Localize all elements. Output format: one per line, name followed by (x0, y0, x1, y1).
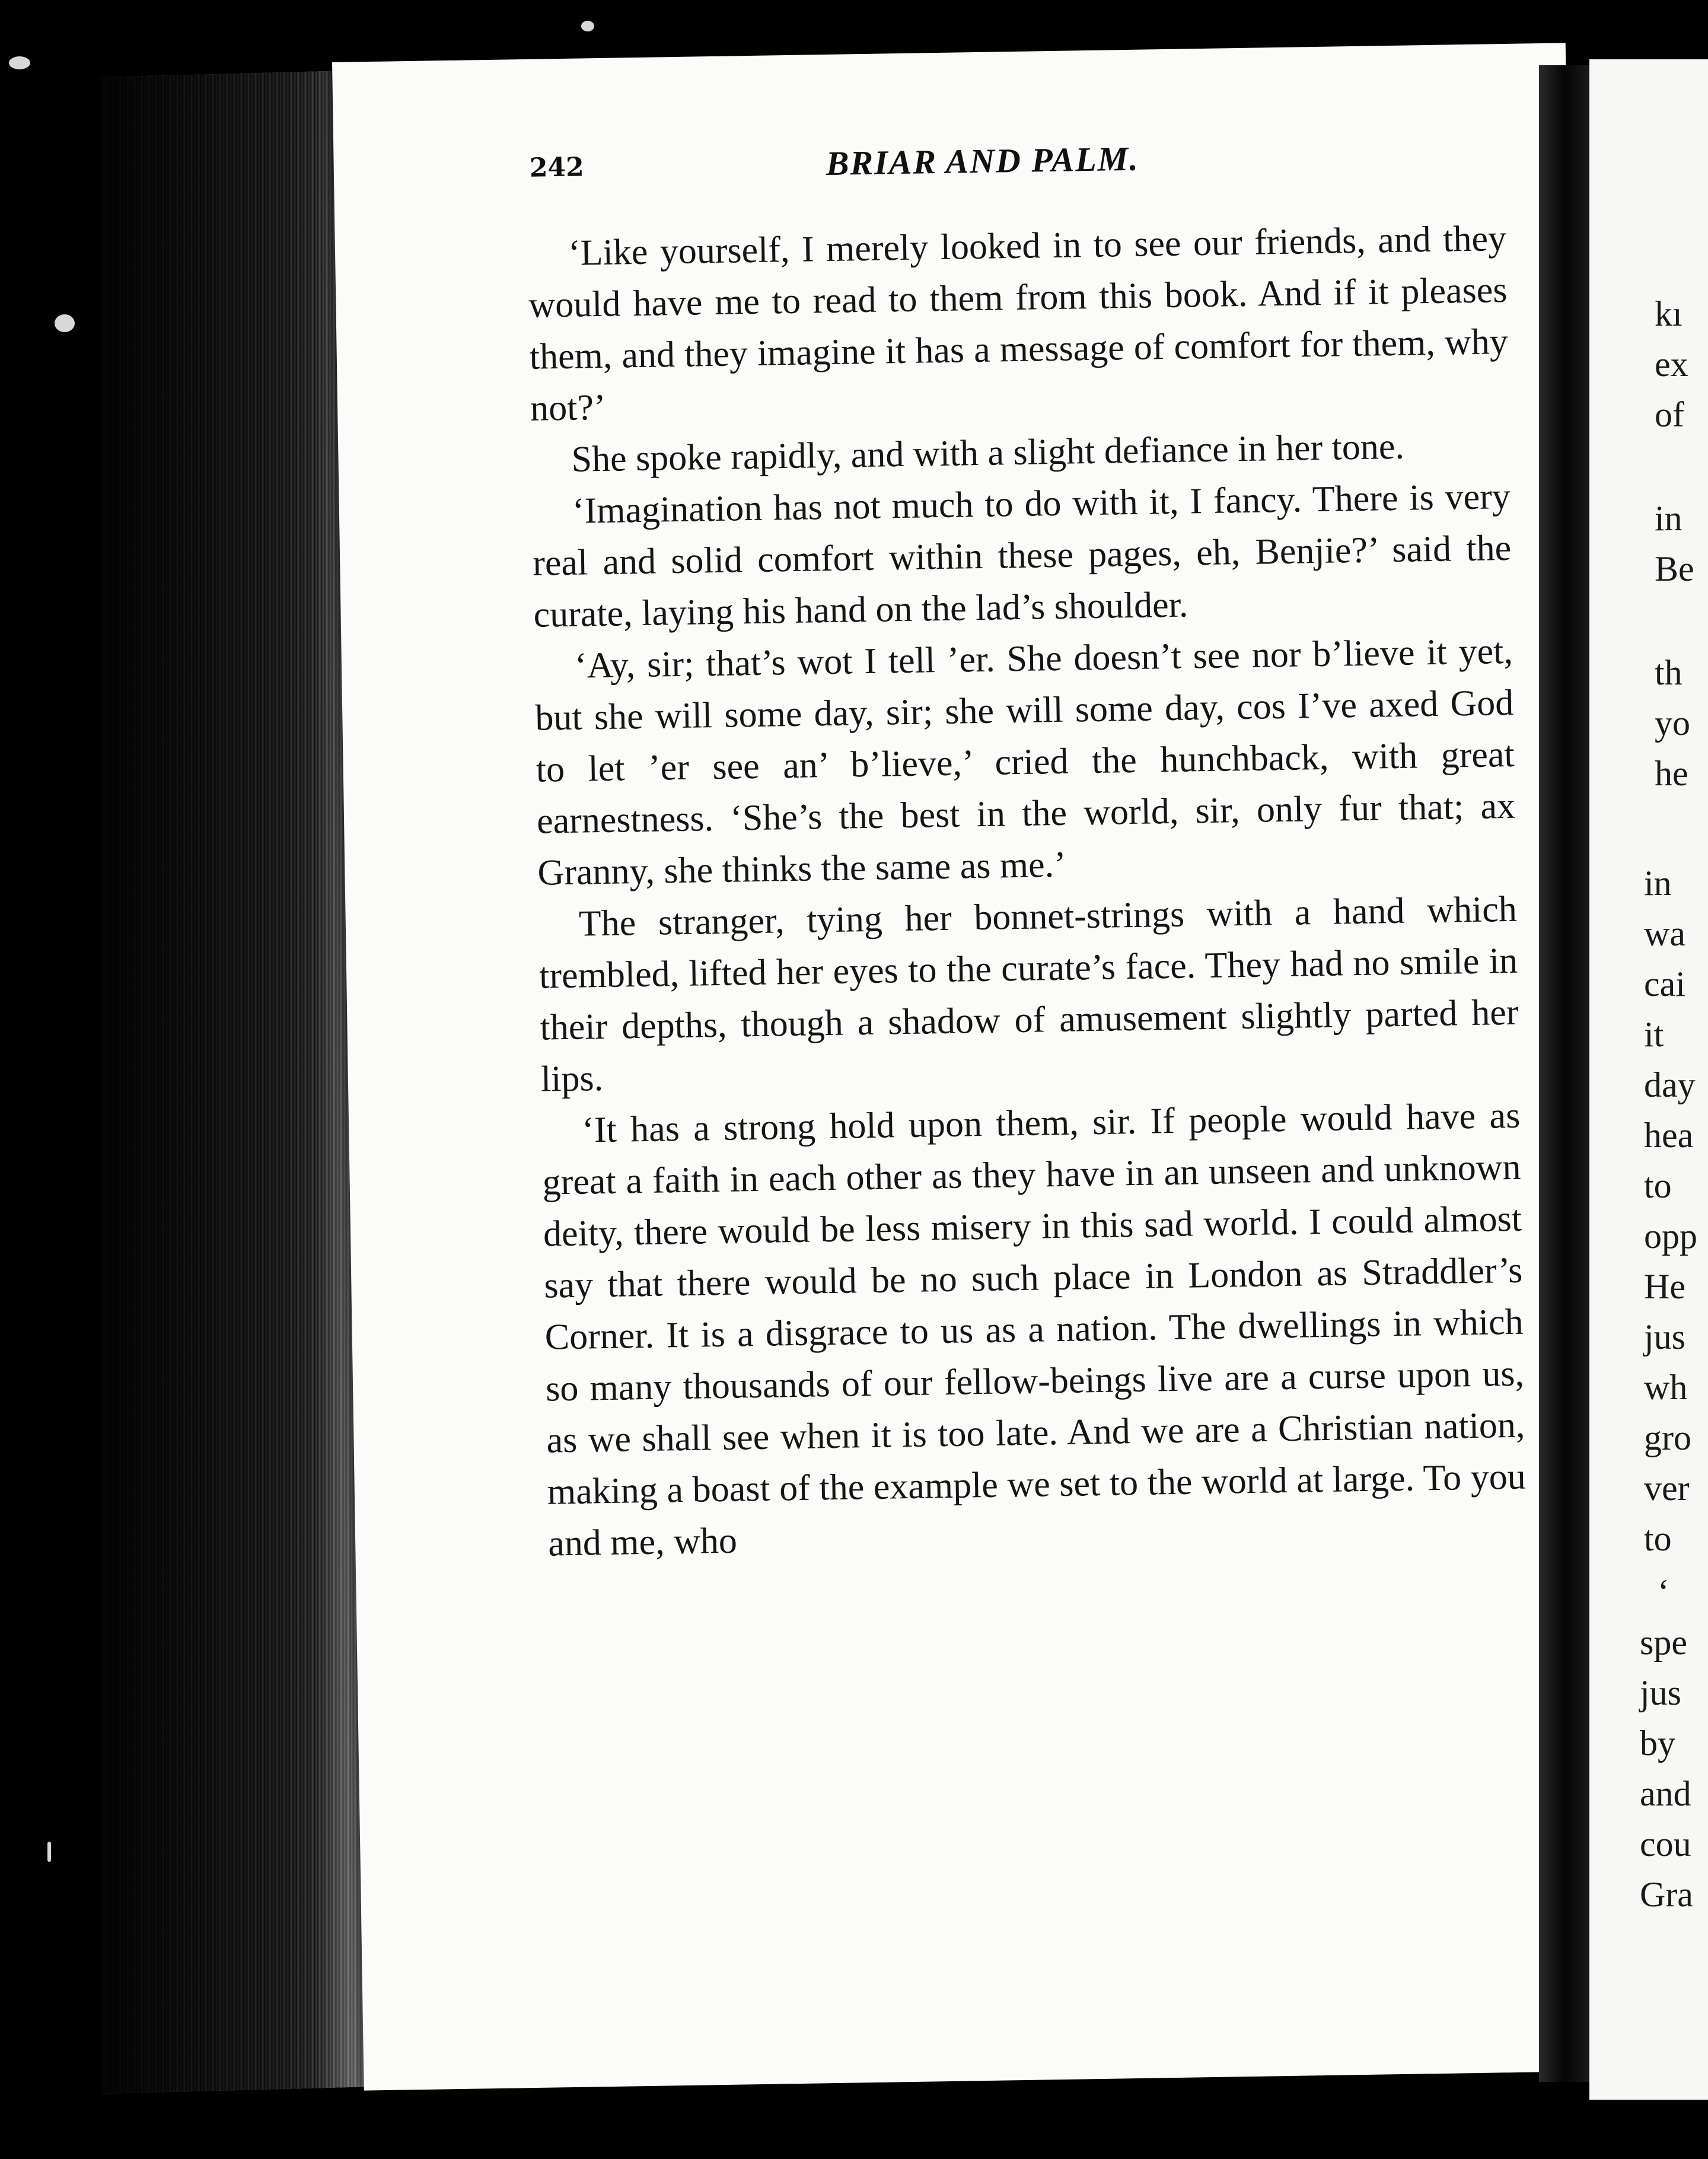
next-page-fragment: ‘ (1658, 1572, 1669, 1612)
next-page-fragment: in (1644, 864, 1672, 903)
next-page-fragment: jus (1644, 1317, 1686, 1356)
next-page-fragment: and (1640, 1774, 1691, 1813)
next-page-fragment: cai (1644, 964, 1685, 1004)
next-page-fragment: it (1644, 1015, 1664, 1054)
next-page-fragment: wa (1644, 914, 1685, 953)
next-page-fragment: gro (1644, 1418, 1691, 1457)
next-page-fragment: hea (1644, 1116, 1694, 1155)
paragraph: ‘Like yourself, I merely looked in to see our friends, and they would have me to read to them from this book. And if it pleases them, and they imagine it has a message of comfort for them, why not?’ (528, 218, 1509, 429)
body-text (527, 213, 1527, 1570)
paragraph: The stranger, tying her bonnet-strings with a hand which trembled, lifted her eyes to the curate’s face. They had no smile in their depths, though a shadow of amusement slightly parted her lips. (538, 889, 1519, 1100)
next-page-fragment: to (1644, 1519, 1672, 1558)
next-page-fragment: in (1655, 499, 1682, 538)
next-page-fragment: yo (1655, 703, 1690, 743)
running-title: BRIAR AND PALM. (826, 139, 1140, 183)
book-page-left (332, 43, 1597, 2090)
paragraph: She spoke rapidly, and with a slight defiance in her tone. (571, 426, 1405, 480)
next-page-fragment: cou (1640, 1824, 1691, 1864)
paragraph: ‘Ay, sir; that’s wot I tell ’er. She doesn’t see nor b’lieve it yet, but she will some day, sir; she will some day, cos I’ve axed God to let ’er see an’ b’lieve,’ cried the hunchback, with great earnestness. ‘She’s the best in the world, sir, only fur that; ax Granny, she thinks the same as me.’ (534, 630, 1516, 893)
next-page-fragment: Gra (1640, 1875, 1693, 1914)
next-page-fragment: He (1644, 1267, 1685, 1306)
next-page-fragment: by (1640, 1724, 1675, 1763)
next-page-fragment: kı (1655, 294, 1682, 333)
next-page-fragment: th (1655, 653, 1682, 692)
next-page-fragment: spe (1640, 1623, 1687, 1662)
dust-speck (55, 314, 75, 332)
dust-speck (581, 21, 594, 31)
page-number: 242 (529, 152, 585, 183)
next-page-fragment: jus (1640, 1673, 1682, 1712)
paragraph: ‘Imagination has not much to do with it, I fancy. There is very real and solid comfort within these pages, eh, Benjie?’ said the curate, laying his hand on the lad’s shoulder. (532, 476, 1512, 635)
next-page-fragment: ver (1644, 1469, 1690, 1508)
next-page-fragment: to (1644, 1166, 1672, 1205)
next-page-fragment: wh (1644, 1368, 1688, 1407)
page-header (529, 133, 1502, 202)
next-page-fragment: opp (1644, 1217, 1697, 1256)
book-page-right-fragment (1589, 59, 1708, 2100)
book-gutter (1539, 65, 1589, 2082)
dust-speck (9, 56, 30, 69)
next-page-fragment: ex (1655, 345, 1688, 384)
dust-speck (47, 1842, 51, 1862)
next-page-fragment: he (1655, 754, 1688, 793)
next-page-fragment: Be (1655, 549, 1694, 588)
next-page-fragment: day (1644, 1065, 1696, 1104)
next-page-fragment: of (1655, 395, 1684, 434)
paragraph: ‘It has a strong hold upon them, sir. If people would have as great a faith in each other as they have in an unseen and unknown deity, there would be less misery in this sad world. I could almost say that there would be no such place in London as Straddler’s Corner. It is a disgrace to us as a nation. The dwellings in which so many thousands of our fellow-beings live are a curse upon us, as we shall see when it is too late. And we are a Christian nation, making a boast of the example we set to the world at large. To you and me, who (542, 1095, 1527, 1564)
